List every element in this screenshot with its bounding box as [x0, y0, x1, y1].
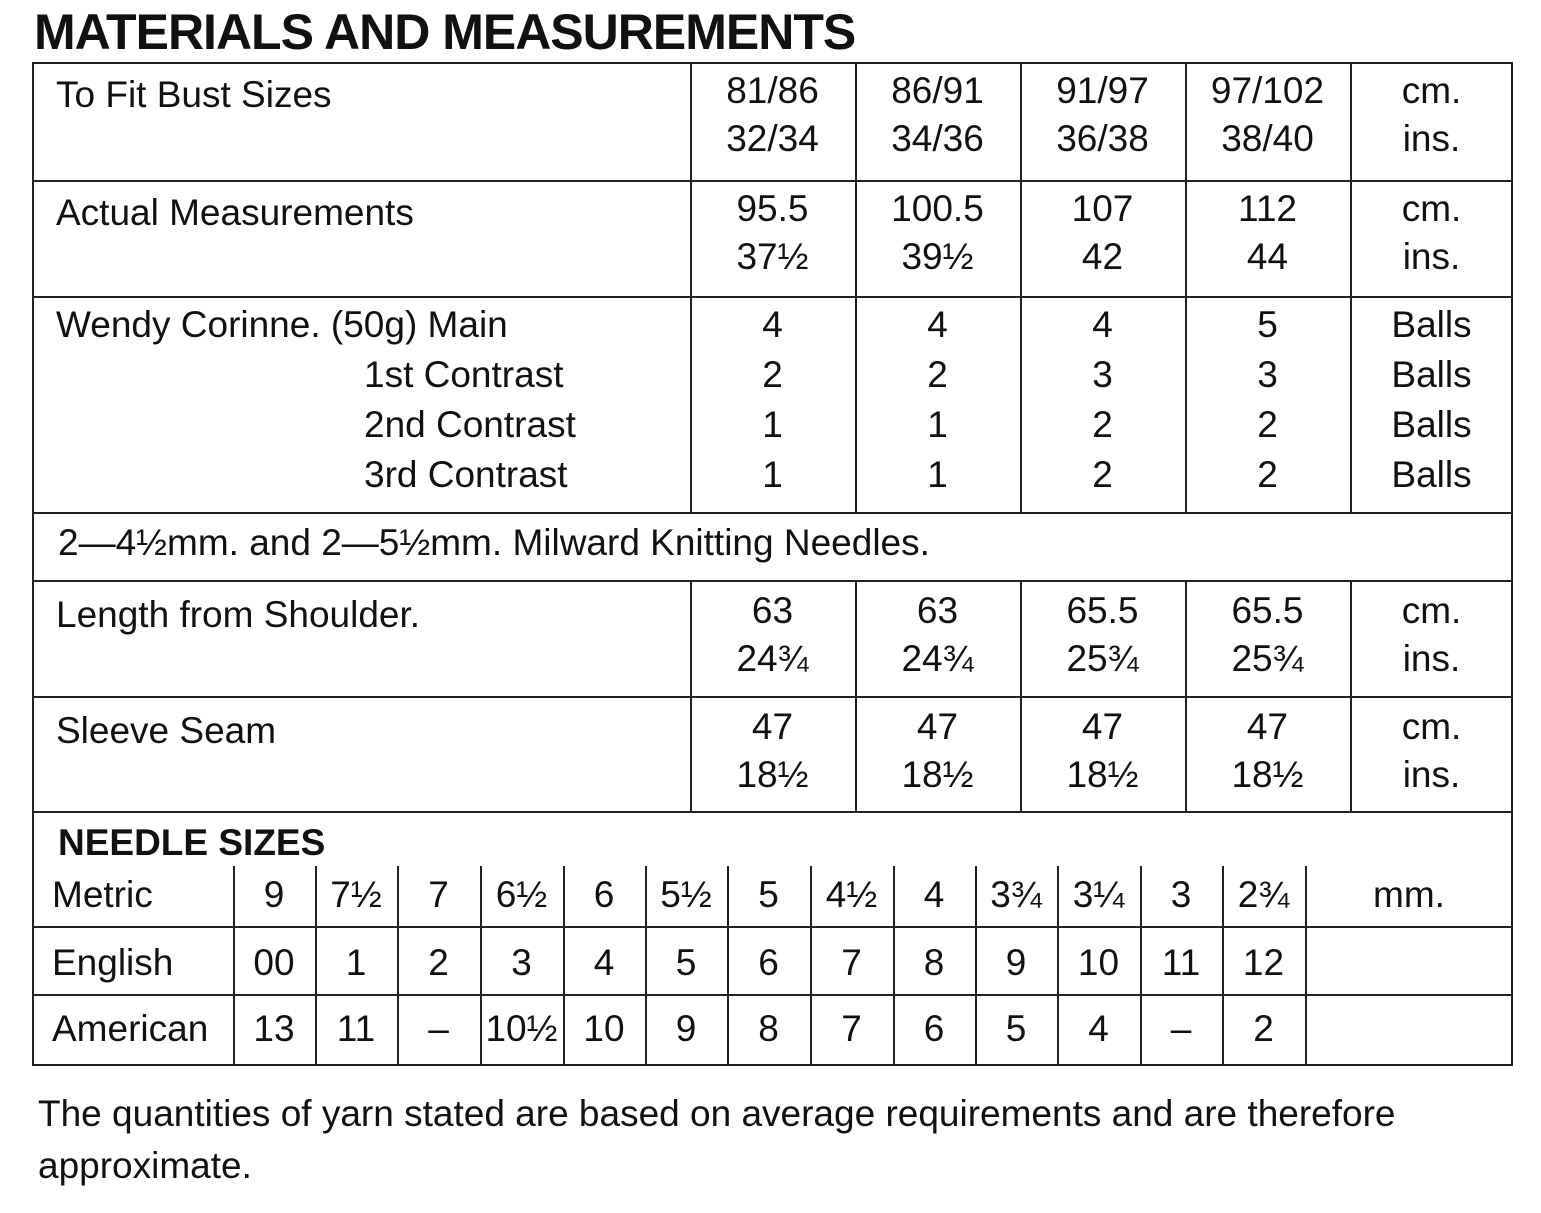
needle-size-value: 7½	[330, 874, 382, 915]
needle-size-value: 5	[758, 874, 779, 915]
needle-size-value: 3	[1170, 874, 1192, 915]
yarn-unit: Balls	[1391, 354, 1472, 395]
needle-size-value: 3	[511, 942, 532, 983]
row-divider	[32, 296, 1513, 298]
actual-measurements-value-cm: 95.5	[736, 188, 809, 229]
bust-sizes-value-cm: 97/102	[1210, 70, 1325, 111]
actual-measurements-value-ins: 42	[1081, 236, 1124, 277]
yarn-balls-value: 2	[762, 354, 783, 395]
needle-row-label: Metric	[52, 874, 153, 915]
needle-size-value: –	[428, 1008, 449, 1049]
actual-measurements-unit-ins: ins.	[1402, 236, 1461, 277]
needle-size-value: 4	[1088, 1008, 1109, 1049]
bust-sizes-value-cm: 86/91	[891, 70, 984, 111]
yarn-balls-value: 3	[1092, 354, 1113, 395]
needle-size-value: 3¼	[1072, 874, 1125, 915]
row-divider	[32, 811, 1513, 813]
sleeve-seam-value-ins: 18½	[736, 754, 809, 795]
needle-size-value: 7	[428, 874, 449, 915]
needle-size-value: 4	[923, 874, 945, 915]
length-from-shoulder-value-ins: 25¾	[1231, 638, 1304, 679]
needle-size-value: 10	[1077, 942, 1120, 983]
actual-measurements-value-ins: 44	[1246, 236, 1289, 277]
bust-sizes-unit-cm: cm.	[1401, 70, 1462, 111]
needle-size-value: 6	[923, 1008, 945, 1049]
length-from-shoulder-value-ins: 24¾	[736, 638, 809, 679]
length-from-shoulder-value-ins: 24¾	[901, 638, 974, 679]
needles-note: 2—4½mm. and 2—5½mm. Milward Knitting Needles.	[58, 522, 930, 563]
yarn-balls-value: 1	[927, 404, 948, 445]
yarn-balls-value: 1	[762, 454, 783, 495]
yarn-balls-value: 2	[927, 354, 948, 395]
length-from-shoulder-label: Length from Shoulder.	[56, 594, 421, 635]
needle-size-value: 10½	[485, 1008, 558, 1049]
yarn-unit: Balls	[1391, 304, 1472, 345]
sleeve-seam-value-ins: 18½	[1231, 754, 1304, 795]
yarn-balls-value: 3	[1257, 354, 1278, 395]
yarn-unit: Balls	[1391, 404, 1472, 445]
length-from-shoulder-unit-ins: ins.	[1402, 638, 1461, 679]
sleeve-seam-unit-cm: cm.	[1401, 706, 1462, 747]
length-from-shoulder-value-cm: 63	[916, 590, 959, 631]
needle-size-value: 3¾	[990, 874, 1042, 915]
needle-size-value: 00	[253, 942, 295, 983]
bust-sizes-value-ins: 36/38	[1056, 118, 1149, 159]
sleeve-seam-value-cm: 47	[751, 706, 794, 747]
needle-size-value: 2	[1253, 1008, 1274, 1049]
yarn-balls-value: 2	[1257, 454, 1278, 495]
actual-measurements-unit-cm: cm.	[1401, 188, 1462, 229]
sleeve-seam-value-cm: 47	[1246, 706, 1289, 747]
yarn-balls-value: 2	[1257, 404, 1278, 445]
footnote: The quantities of yarn stated are based on average requirements and are therefore approximate.	[38, 1093, 1396, 1186]
actual-measurements-value-ins: 39½	[901, 236, 974, 277]
actual-measurements-value-cm: 112	[1238, 188, 1297, 229]
yarn-balls-value: 4	[1092, 304, 1113, 345]
row-divider	[32, 512, 1513, 514]
needle-size-value: 5	[1005, 1008, 1027, 1049]
yarn-balls-value: 2	[1092, 404, 1113, 445]
yarn-balls-value: 5	[1257, 304, 1278, 345]
needle-row-label: English	[52, 942, 174, 983]
needle-size-value: 7	[841, 942, 862, 983]
sleeve-seam-label: Sleeve Seam	[56, 710, 277, 751]
needle-size-value: 5	[675, 942, 697, 983]
page-title: MATERIALS AND MEASUREMENTS	[34, 4, 856, 60]
bust-sizes-value-cm: 91/97	[1056, 70, 1149, 111]
bust-sizes-unit-ins: ins.	[1402, 118, 1461, 159]
yarn-row-label: 2nd Contrast	[364, 404, 576, 445]
yarn-balls-value: 1	[927, 454, 948, 495]
needle-size-value: 7	[841, 1008, 862, 1049]
needle-size-value: 13	[253, 1008, 295, 1049]
needle-size-value: 1	[345, 942, 367, 983]
needle-size-value: 5½	[660, 874, 712, 915]
needle-size-value: 12	[1242, 942, 1285, 983]
sleeve-seam-value-ins: 18½	[901, 754, 974, 795]
actual-measurements-label: Actual Measurements	[56, 192, 414, 233]
yarn-row-label: Wendy Corinne. (50g) Main	[56, 304, 508, 345]
yarn-balls-value: 4	[927, 304, 948, 345]
bust-sizes-value-cm: 81/86	[726, 70, 819, 111]
length-from-shoulder-value-cm: 63	[751, 590, 794, 631]
needle-row-label: American	[52, 1008, 209, 1049]
yarn-row-label: 3rd Contrast	[364, 454, 568, 495]
needle-size-value: 4½	[825, 874, 878, 915]
needle-size-value: 9	[1005, 942, 1027, 983]
bust-sizes-value-ins: 32/34	[726, 118, 819, 159]
needle-size-value: 6	[758, 942, 779, 983]
actual-measurements-value-cm: 100.5	[891, 188, 984, 229]
needle-row-divider	[32, 926, 1513, 928]
sleeve-seam-value-cm: 47	[916, 706, 959, 747]
needle-size-value: 9	[263, 874, 285, 915]
needle-sizes-heading: NEEDLE SIZES	[58, 822, 326, 863]
yarn-row-label: 1st Contrast	[364, 354, 564, 395]
length-from-shoulder-value-cm: 65.5	[1066, 590, 1139, 631]
row-divider	[32, 180, 1513, 182]
needle-size-value: 2	[428, 942, 449, 983]
length-from-shoulder-value-ins: 25¾	[1066, 638, 1139, 679]
row-divider	[32, 696, 1513, 698]
needle-size-value: 8	[923, 942, 945, 983]
needle-size-value: 6	[593, 874, 615, 915]
yarn-balls-value: 4	[762, 304, 783, 345]
actual-measurements-value-cm: 107	[1071, 188, 1134, 229]
needle-size-value: –	[1170, 1008, 1192, 1049]
yarn-balls-value: 2	[1092, 454, 1113, 495]
needle-size-value: 11	[1161, 942, 1201, 983]
needle-size-value: 2¾	[1237, 874, 1290, 915]
bust-sizes-value-ins: 34/36	[891, 118, 984, 159]
row-divider	[32, 580, 1513, 582]
yarn-unit: Balls	[1391, 454, 1472, 495]
bust-sizes-label: To Fit Bust Sizes	[56, 74, 332, 115]
needle-size-value: 9	[675, 1008, 697, 1049]
needle-size-value: 11	[336, 1008, 376, 1049]
sleeve-seam-unit-ins: ins.	[1402, 754, 1461, 795]
actual-measurements-value-ins: 37½	[736, 236, 809, 277]
needle-size-value: 8	[758, 1008, 779, 1049]
sleeve-seam-value-cm: 47	[1081, 706, 1124, 747]
needle-size-value: 10	[583, 1008, 625, 1049]
needle-unit: mm.	[1373, 874, 1445, 915]
sleeve-seam-value-ins: 18½	[1066, 754, 1139, 795]
yarn-balls-value: 1	[762, 404, 783, 445]
length-from-shoulder-unit-cm: cm.	[1401, 590, 1462, 631]
needle-size-value: 6½	[495, 874, 548, 915]
length-from-shoulder-value-cm: 65.5	[1231, 590, 1304, 631]
needle-row-divider	[32, 994, 1513, 996]
bust-sizes-value-ins: 38/40	[1221, 118, 1314, 159]
needle-size-value: 4	[593, 942, 615, 983]
